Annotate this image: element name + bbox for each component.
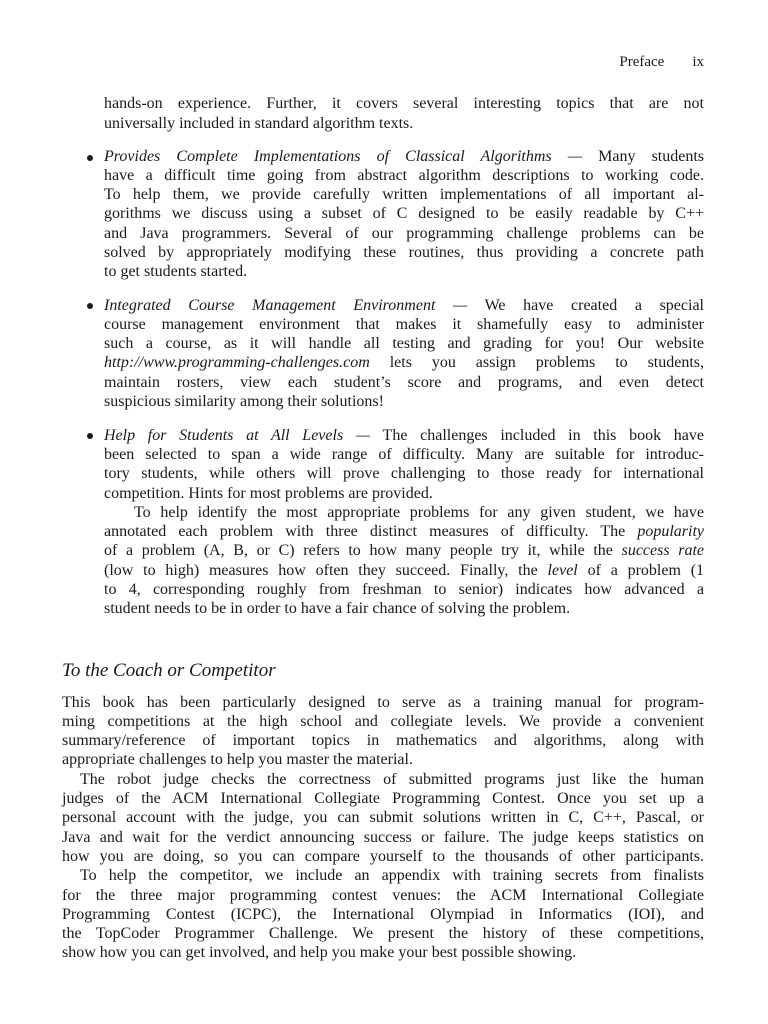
bullet-2-line: such a course, as it will handle all testing and grading for you! Our website bbox=[104, 335, 704, 352]
difficulty-line: (low to high) measures how often they succeed. Finally, the level of a problem (1 bbox=[104, 562, 705, 579]
coach-para-2-line: Java and wait for the verdict announcing success or failure. The judge keeps statistics on bbox=[62, 829, 704, 846]
intro-line: universally included in standard algorithm texts. bbox=[104, 115, 414, 132]
bullet-2-line: suspicious similarity among their solutions! bbox=[104, 393, 384, 410]
bullet-1-title: Provides Complete Implementations of Classical Algorithms — bbox=[104, 148, 582, 165]
bullet-2-line: course management environment that makes it shamefully easy to administer bbox=[104, 316, 704, 333]
intro-line: hands-on experience. Further, it covers several interesting topics that are not bbox=[104, 95, 704, 112]
coach-para-1-line: ming competitions at the high school and collegiate levels. We provide a convenient bbox=[62, 713, 704, 730]
coach-para-3-line: for the three major programming contest venues: the ACM International Collegiate bbox=[62, 887, 704, 904]
coach-para-3-line: the TopCoder Programmer Challenge. We present the history of these competitions, bbox=[62, 925, 704, 942]
bullet-1-line: to get students started. bbox=[104, 263, 248, 280]
coach-para-3-line: show how you can get involved, and help you make your best possible showing. bbox=[62, 944, 577, 961]
bullet-1-line: gorithms we discuss using a subset of C designed to be easily readable by C++ bbox=[104, 205, 704, 222]
bullet-1-line: and Java programmers. Several of our programming challenge problems can be bbox=[104, 225, 704, 242]
difficulty-line: To help identify the most appropriate problems for any given student, we have bbox=[134, 504, 704, 521]
running-header bbox=[619, 54, 704, 71]
page-number: ix bbox=[692, 54, 704, 70]
bullet-2-line: maintain rosters, view each student’s score and programs, and even detect bbox=[104, 374, 704, 391]
difficulty-line: student needs to be in order to have a fair chance of solving the problem. bbox=[104, 600, 571, 617]
bullet-3-line: Help for Students at All Levels — The challenges included in this book have bbox=[104, 427, 705, 444]
coach-para-1-line: This book has been particularly designed to serve as a training manual for program- bbox=[62, 694, 704, 711]
header-section: Preface bbox=[619, 54, 665, 70]
coach-para-2-line: personal account with the judge, you can submit solutions written in C, C++, Pascal, or bbox=[62, 809, 704, 826]
term-level: level bbox=[547, 562, 578, 579]
coach-para-1-line: appropriate challenges to help you master the material. bbox=[62, 751, 413, 768]
bullet-1-line: solved by appropriately modifying these routines, thus providing a concrete path bbox=[104, 244, 704, 261]
bullet-1-line: To help them, we provide carefully written implementations of all important al- bbox=[104, 186, 704, 203]
bullet-2-title: Integrated Course Management Environment — bbox=[104, 297, 468, 314]
bullet-3-line: competition. Hints for most problems are provided. bbox=[104, 485, 433, 502]
bullet-marker bbox=[87, 433, 93, 439]
bullet-1-line: Provides Complete Implementations of Classical Algorithms — Many students bbox=[104, 148, 705, 165]
difficulty-line: of a problem (A, B, or C) refers to how many people try it, while the success rate bbox=[104, 542, 705, 559]
bullet-2-line: Integrated Course Management Environment — We have created a special bbox=[104, 297, 704, 314]
term-popularity: popularity bbox=[637, 523, 705, 540]
coach-para-3-line: Programming Contest (ICPC), the International Olympiad in Informatics (IOI), and bbox=[62, 906, 704, 923]
coach-para-1-line: summary/reference of important topics in mathematics and algorithms, along with bbox=[62, 732, 704, 749]
coach-para-2-line: judges of the ACM International Collegiate Programming Contest. Once you set up a bbox=[62, 790, 704, 807]
coach-para-2-line: how you are doing, so you can compare yourself to the thousands of other participants. bbox=[62, 848, 704, 865]
difficulty-line: annotated each problem with three distinct measures of difficulty. The popularity bbox=[104, 523, 705, 540]
coach-para-2-line: The robot judge checks the correctness of submitted programs just like the human bbox=[80, 771, 704, 788]
bullet-3-line: been selected to span a wide range of difficulty. Many are suitable for introduc- bbox=[104, 446, 704, 463]
term-success-rate: success rate bbox=[621, 542, 705, 559]
coach-para-3-line: To help the competitor, we include an appendix with training secrets from finalists bbox=[80, 867, 704, 884]
bullet-2-line: http://www.programming-challenges.com lets you assign problems to students, bbox=[104, 354, 705, 371]
bullet-marker bbox=[87, 303, 93, 309]
bullet-marker bbox=[87, 155, 93, 161]
section-heading: To the Coach or Competitor bbox=[62, 660, 276, 681]
bullet-3-title: Help for Students at All Levels — bbox=[104, 427, 371, 444]
bullet-3-line: tory students, while others will prove challenging to those ready for international bbox=[104, 465, 704, 482]
bullet-1-line: have a difficult time going from abstract algorithm descriptions to working code. bbox=[104, 167, 704, 184]
website-url: http://www.programming-challenges.com bbox=[104, 354, 370, 371]
difficulty-line: to 4, corresponding roughly from freshman to senior) indicates how advanced a bbox=[104, 581, 704, 598]
